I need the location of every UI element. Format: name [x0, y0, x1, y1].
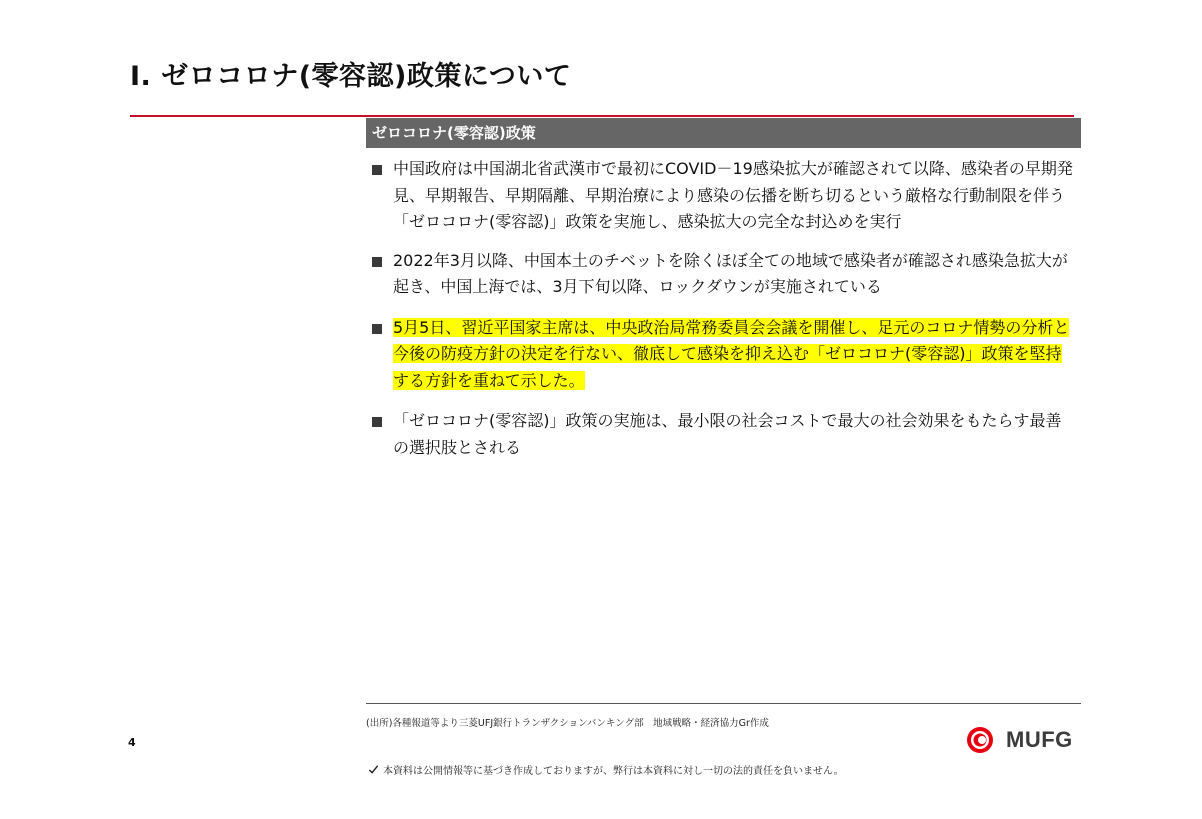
mufg-logo — [960, 726, 1073, 754]
bullet-text: 中国政府は中国湖北省武漢市で最初にCOVID－19感染拡大が確認されて以降、感染者の早期発見、早期報告、早期隔離、早期治療により感染の伝播を断ち切るという厳格な行動制限を伴う「ゼロコロナ(零容認)」政策を実施し、感染拡大の完全な封込めを実行 — [393, 159, 1073, 231]
page-number: 4 — [128, 736, 136, 749]
checkmark-icon — [368, 764, 379, 775]
source-note: (出所)各種報道等より三菱UFJ銀行トランザクションバンキング部 地域戦略・経済協力Gr作成 — [366, 718, 769, 729]
bullet-list — [368, 156, 1076, 473]
footer-divider — [366, 703, 1081, 704]
page-title: Ⅰ. ゼロコロナ(零容認)政策について — [130, 61, 572, 92]
bullet-text: 2022年3月以降、中国本土のチベットを除くほぼ全ての地域で感染者が確認され感染急拡大が起き、中国上海では、3月下旬以降、ロックダウンが実施されている — [393, 250, 1068, 296]
square-bullet-icon — [372, 324, 382, 334]
logo-text: MUFG — [1006, 727, 1073, 752]
bullet-text: 「ゼロコロナ(零容認)」政策の実施は、最小限の社会コストで最大の社会効果をもたらす最善の選択肢とされる — [393, 411, 1062, 457]
mufg-logo-icon — [960, 726, 1000, 754]
title-divider — [130, 115, 1074, 117]
square-bullet-icon — [372, 417, 382, 427]
highlighted-bullet-text: 5月5日、習近平国家主席は、中央政治局常務委員会会議を開催し、足元のコロナ情勢の分析と今後の防疫方針の決定を行ない、徹底して感染を抑え込む「ゼロコロナ(零容認)」政策を堅持する方針を重ねて示した。 — [393, 317, 1070, 390]
square-bullet-icon — [372, 257, 382, 267]
section-header: ゼロコロナ(零容認)政策 — [366, 118, 1081, 148]
list-item — [368, 315, 1076, 395]
square-bullet-icon — [372, 165, 382, 175]
disclaimer-text: 本資料は公開情報等に基づき作成しておりますが、弊行は本資料に対し一切の法的責任を負いません。 — [383, 766, 844, 777]
disclaimer — [368, 762, 844, 777]
list-item — [368, 156, 1076, 236]
list-item — [368, 248, 1076, 301]
list-item — [368, 408, 1076, 461]
